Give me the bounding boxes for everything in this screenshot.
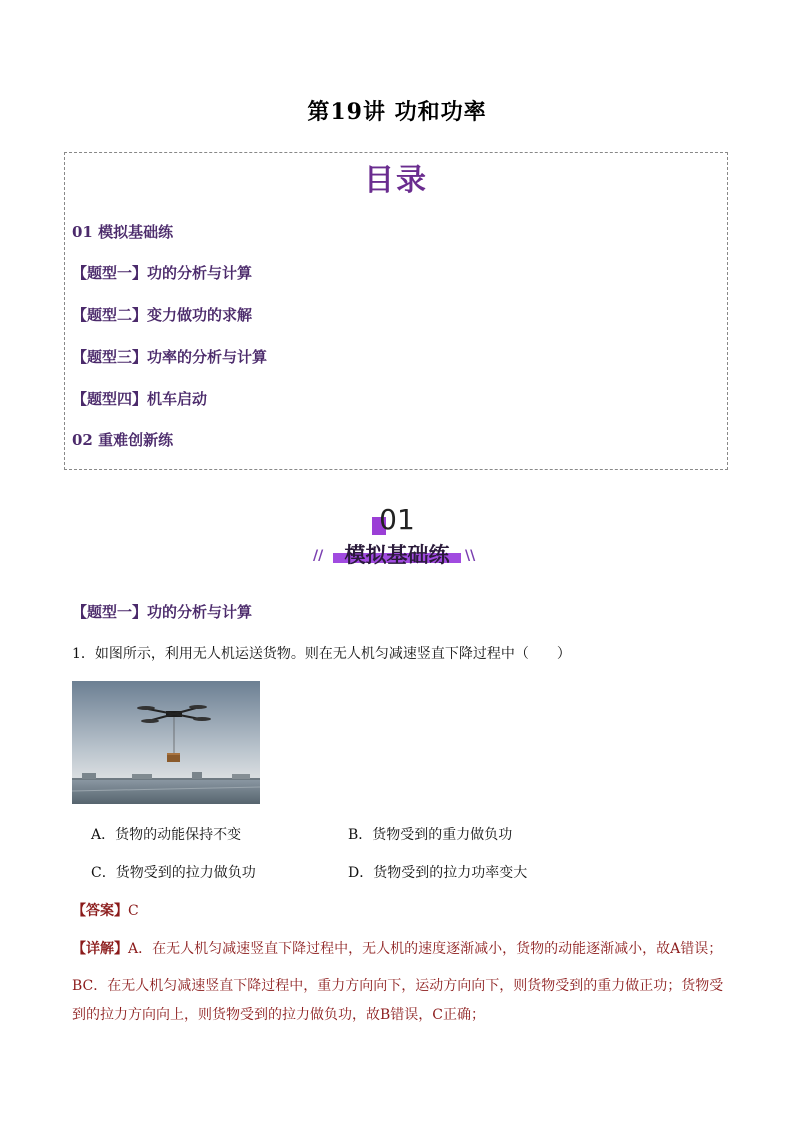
- explanation-line-1: [72, 938, 732, 958]
- toc-item-type-4[interactable]: 【题型四】机车启动: [72, 390, 208, 408]
- drone-delivery-photo: [72, 681, 260, 804]
- right-slash-mark: \\: [465, 548, 476, 564]
- explanation-line-3: 到的拉力方向向上，则货物受到的拉力做负功，故B错误，C正确；: [72, 1007, 485, 1023]
- option-d[interactable]: D．货物受到的拉力功率变大: [348, 865, 528, 881]
- question-type-heading: 【题型一】功的分析与计算: [72, 603, 253, 621]
- explanation-text-1: A．在无人机匀减速竖直下降过程中，无人机的速度逐渐减小，货物的动能逐渐减小，故A错误；: [128, 941, 723, 957]
- left-slash-mark: //: [313, 548, 324, 564]
- question-stem: 1．如图所示，利用无人机运送货物。则在无人机匀减速竖直下降过程中（ ）: [72, 646, 571, 662]
- toc-item-type-1[interactable]: 【题型一】功的分析与计算: [72, 264, 253, 282]
- explanation-line-2: BC．在无人机匀减速竖直下降过程中，重力方向向下，运动方向向下，则货物受到的重力做正功；货物受: [72, 978, 724, 994]
- toc-heading: 目录: [364, 163, 428, 198]
- document-title: 第19讲 功和功率: [307, 99, 487, 125]
- table-of-contents: [64, 152, 728, 470]
- section-title: 模拟基础练: [344, 543, 450, 567]
- toc-item-section-01[interactable]: 01 模拟基础练: [72, 223, 174, 241]
- toc-item-section-02[interactable]: 02 重难创新练: [72, 431, 174, 449]
- section-number: 01: [379, 503, 415, 536]
- cargo-box-icon: [167, 753, 180, 762]
- answer: [72, 900, 139, 920]
- option-c[interactable]: C．货物受到的拉力做负功: [91, 865, 256, 881]
- option-a[interactable]: A．货物的动能保持不变: [91, 827, 242, 843]
- answer-label: 【答案】: [72, 903, 128, 919]
- toc-item-type-3[interactable]: 【题型三】功率的分析与计算: [72, 348, 268, 366]
- explanation-label: 【详解】: [72, 941, 128, 957]
- answer-value: C: [128, 903, 139, 919]
- toc-item-type-2[interactable]: 【题型二】变力做功的求解: [72, 306, 253, 324]
- option-b[interactable]: B．货物受到的重力做负功: [348, 827, 513, 843]
